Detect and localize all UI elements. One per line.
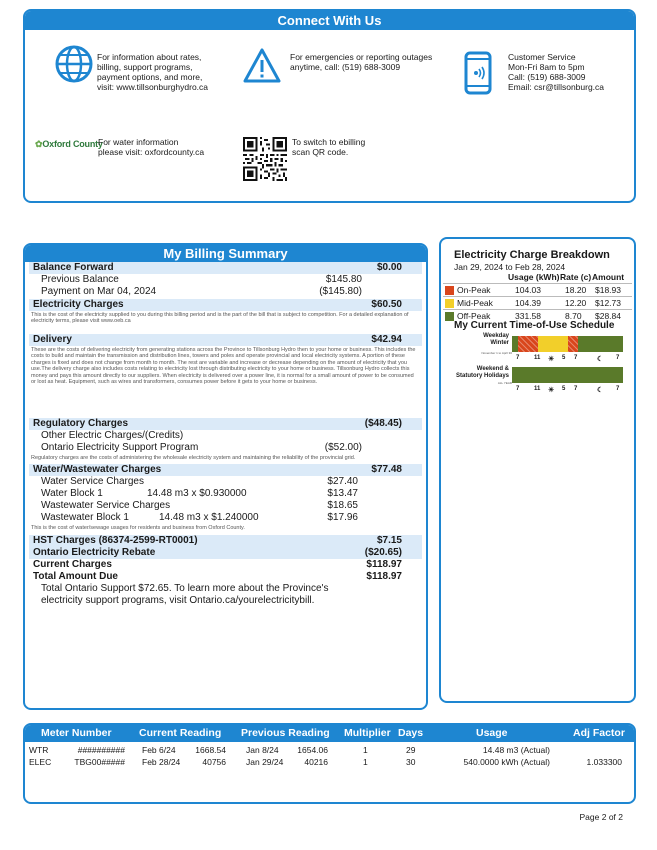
meter-cur-date: Feb 28/24	[142, 757, 181, 767]
water-info-text: For water information please visit: oxfordcounty.ca	[98, 137, 205, 157]
connect-panel	[23, 9, 636, 203]
balance-forward-row: Balance Forward $0.00	[29, 262, 422, 274]
tou-usage: 104.39	[515, 298, 541, 308]
water-item-row: Wastewater Service Charges $18.65	[41, 500, 358, 511]
other-electric-row: Other Electric Charges/(Credits)	[41, 430, 184, 441]
info-text: For information about rates, billing, support programs, payment options, and more, visit: www.tillsonburghydro.ca	[97, 52, 257, 92]
weekend-schedule-bar	[512, 367, 623, 383]
warning-icon	[242, 46, 282, 86]
oesp-row: Ontario Electricity Support Program ($52.00)	[41, 442, 362, 453]
tou-schedule-title: My Current Time-of-Use Schedule	[454, 320, 615, 331]
meter-row	[25, 744, 634, 756]
connect-title: Connect With Us	[25, 11, 634, 30]
regulatory-note: Regulatory charges are the costs of administering the wholesale electricity system and maintaining the reliability of the provincial grid.	[31, 455, 356, 461]
weekend-sub: ALL YEAR	[497, 381, 512, 385]
support-text: Total Ontario Support $72.65. To learn more about the Province's electricity support programs, visit Ontario.ca/yourelectricitybill.	[29, 583, 422, 607]
tou-swatch	[445, 299, 454, 308]
sun-icon: ☀	[548, 356, 555, 363]
weekday-label: Weekday Winter	[483, 333, 509, 346]
oxford-leaf-icon: ✿	[35, 139, 43, 149]
tou-label: On-Peak	[457, 285, 491, 295]
water-item-row: Wastewater Block 1 14.48 m3 x $1.240000 $17.96	[41, 512, 358, 523]
moon-icon: ☾	[597, 356, 604, 363]
meter-rows	[25, 744, 634, 768]
tou-usage: 104.03	[515, 285, 541, 295]
tou-usage: 331.58	[515, 311, 541, 321]
tou-rate: 18.20	[565, 285, 587, 295]
total-amount-due-row: Total Amount Due $118.97	[33, 571, 402, 582]
weekday-midpeak-segment	[538, 336, 568, 352]
qr-code[interactable]	[243, 137, 287, 181]
tou-amount: $28.84	[595, 311, 621, 321]
meter-usage: 14.48 m3 (Actual)	[482, 745, 550, 755]
meter-header-row: Meter Number Current Reading Previous Reading Multiplier Days Usage Adj Factor	[25, 725, 634, 742]
weekday-ticks: 7 11 ☀ 5 7 ☾ 7	[516, 355, 620, 363]
globe-icon	[54, 44, 94, 84]
water-item-row: Water Block 1 14.48 m3 x $0.930000 $13.47	[41, 488, 358, 499]
water-note: This is the cost of water/sewage usages for residents and business from Oxford County.	[31, 525, 245, 531]
water-item-row: Water Service Charges $27.40	[41, 476, 358, 487]
tou-rate: 12.20	[565, 298, 587, 308]
ebilling-text: To switch to ebilling scan QR code.	[292, 137, 366, 157]
customer-service-text: Customer Service Mon-Fri 8am to 5pm Call: (519) 688-3009 Email: csr@tillsonburg.ca	[508, 52, 633, 92]
tou-swatch	[445, 312, 454, 321]
meter-mult: 1	[363, 745, 368, 755]
tou-amount: $18.93	[595, 285, 621, 295]
breakdown-panel	[439, 237, 636, 703]
tou-swatch	[445, 286, 454, 295]
emergency-text: For emergencies or reporting outages anytime, call: (519) 688-3009	[290, 52, 433, 72]
meter-days: 30	[406, 757, 416, 767]
tou-row	[443, 283, 632, 295]
previous-balance-row: Previous Balance $145.80	[41, 274, 362, 285]
meter-prev-read: 40216	[304, 757, 328, 767]
meter-type: ELEC	[29, 757, 52, 767]
meter-prev-date: Jan 8/24	[246, 745, 279, 755]
billing-summary-title: My Billing Summary	[25, 245, 426, 262]
payment-row: Payment on Mar 04, 2024 ($145.80)	[41, 286, 362, 297]
weekday-onpeak-segment	[568, 336, 578, 352]
meter-mult: 1	[363, 757, 368, 767]
meter-cur-read: 1668.54	[195, 745, 226, 755]
breakdown-header: Usage (kWh) Rate (c) Amount	[508, 272, 625, 282]
delivery-note: These are the costs of delivering electricity from generating stations across the Province to Tillsonburg Hydro then to your home or business. This includes the costs to build and maintain the transmission and distribution lines, towers and poles and operate provincial and local electricity systems. A portion of these charges is fixed and does not change from month to month. The rest are variable and increase or decrease depending on the amount of electricity that you use.The delivery charge also includes costs relating to electricity lost through distributing electricity to your home or business. Tillsonburg Hydro collects this money and pays this amount directly to our suppliers. When electricity is delivered over a power line, it is normal for a small amount of power to be consumed or lost as heat. Equipment, such as wires and transformers, consumes power before it gets to your home or business.	[31, 347, 416, 386]
weekend-ticks: 7 11 ☀ 5 7 ☾ 7	[516, 386, 620, 394]
meter-number: ##########	[77, 745, 125, 755]
meter-usage: 540.0000 kWh (Actual)	[463, 757, 550, 767]
breakdown-title: Electricity Charge Breakdown	[454, 249, 610, 261]
meter-prev-read: 1654.06	[297, 745, 328, 755]
meter-cur-read: 40756	[202, 757, 226, 767]
sun-icon: ☀	[548, 387, 555, 394]
current-charges-row: Current Charges $118.97	[33, 559, 402, 570]
breakdown-period: Jan 29, 2024 to Feb 28, 2024	[454, 262, 566, 272]
water-charges-row: Water/Wastewater Charges $77.48	[29, 464, 422, 476]
delivery-row: Delivery $42.94	[29, 334, 422, 346]
page-number: Page 2 of 2	[579, 812, 623, 822]
oxford-county-logo: ✿Oxford County	[35, 139, 103, 149]
website-link[interactable]: visit: www.tillsonburghydro.ca	[97, 82, 209, 92]
weekend-label: Weekend & Statutory Holidays	[455, 366, 509, 379]
weekday-offpeak-segment	[578, 336, 623, 352]
meter-prev-date: Jan 29/24	[246, 757, 284, 767]
tou-rate: 8.70	[565, 311, 582, 321]
moon-icon: ☾	[597, 387, 604, 394]
support-link[interactable]: electricity support programs, visit Ontario.ca/yourelectricitybill.	[41, 595, 315, 606]
weekday-sub: November 1 to April 30	[481, 351, 512, 355]
meter-row	[25, 756, 634, 768]
tou-row	[443, 296, 632, 308]
weekday-onpeak-segment	[518, 336, 538, 352]
meter-days: 29	[406, 745, 416, 755]
hst-row: HST Charges (86374-2599-RT0001) $7.15	[29, 535, 422, 547]
meter-panel	[23, 723, 636, 804]
electricity-note: This is the cost of the electricity supplied to you during this billing period and is the part of the bill that is subject to competition. For a detailed explanation of electricity terms, please visit www.oeb.ca	[31, 312, 409, 325]
meter-type: WTR	[29, 745, 49, 755]
meter-number: TBG00#####	[74, 757, 125, 767]
tou-label: Mid-Peak	[457, 298, 493, 308]
billing-summary-panel	[23, 243, 428, 710]
electricity-charges-row: Electricity Charges $60.50	[29, 299, 422, 311]
regulatory-charges-row: Regulatory Charges ($48.45)	[29, 418, 422, 430]
email-link[interactable]: Email: csr@tillsonburg.ca	[508, 82, 605, 92]
meter-cur-date: Feb 6/24	[142, 745, 176, 755]
phone-icon	[462, 51, 494, 95]
weekday-schedule-bar	[512, 336, 623, 352]
rebate-row: Ontario Electricity Rebate ($20.65)	[29, 547, 422, 559]
tou-label: Off-Peak	[457, 311, 491, 321]
meter-adj: 1.033300	[586, 757, 622, 767]
tou-amount: $12.73	[595, 298, 621, 308]
